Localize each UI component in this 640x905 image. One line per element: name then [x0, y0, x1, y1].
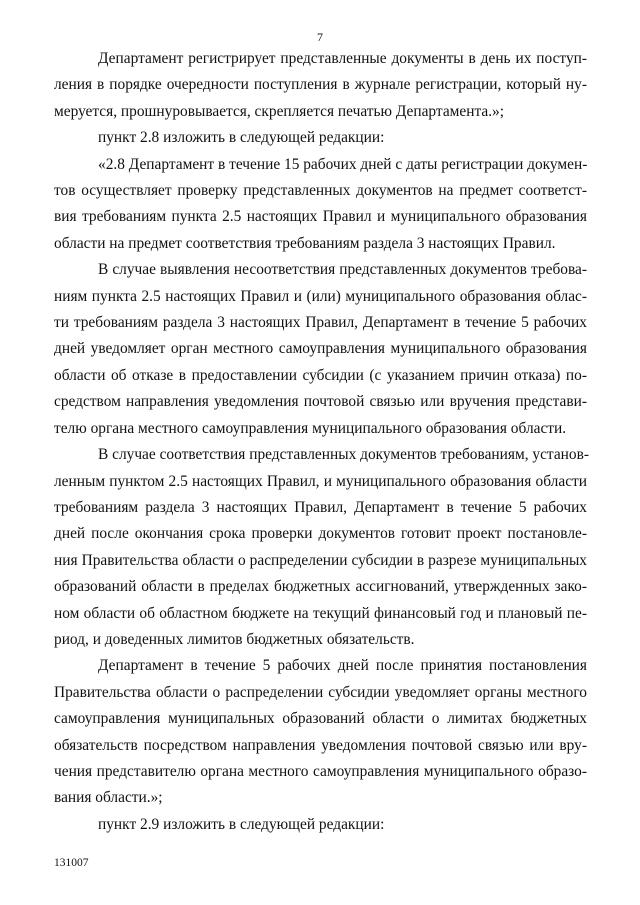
footer-document-code: 131007: [54, 857, 89, 869]
text-line: риод, и доведенных лимитов бюджетных обязательств.: [54, 630, 415, 648]
text-line: самоуправления муниципальных образований области о лимитах бюджетных: [54, 710, 587, 728]
text-line: Департамент в течение 5 рабочих дней после принятия постановления: [98, 657, 587, 675]
text-line: вия требованиям пункта 2.5 настоящих Правил и муниципального образования: [54, 208, 587, 226]
text-line: дней уведомляет орган местного самоуправления муниципального образования: [54, 340, 587, 358]
paragraph-compliance: [54, 442, 587, 653]
text-line: чения представителю органа местного самоуправления муниципального образо-: [54, 762, 587, 780]
text-line: области об отказе в предоставлении субсидии (с указанием причин отказа) по-: [54, 366, 587, 384]
text-line: ленным пунктом 2.5 настоящих Правил, и муниципального образования области: [54, 472, 587, 490]
text-line: пункт 2.9 изложить в следующей редакции:: [98, 815, 385, 833]
paragraph-point-2-8: [54, 152, 587, 258]
text-line: ниям пункта 2.5 настоящих Правил и (или) муниципального образования облас-: [54, 287, 587, 305]
paragraph-notification: [54, 653, 587, 811]
page-number: 7: [317, 30, 323, 44]
paragraph-noncompliance: [54, 257, 587, 442]
text-line: ном области об областном бюджете на текущий финансовый год и плановый пе-: [54, 604, 587, 622]
paragraph-point-2-8-intro: [54, 125, 587, 151]
text-line: дней после окончания срока проверки документов готовит проект постановле-: [54, 525, 587, 543]
text-line: Правительства области о распределении субсидии уведомляет органы местного: [54, 683, 587, 701]
text-line: В случае выявления несоответствия представленных документов требова-: [98, 261, 587, 279]
text-line: «2.8 Департамент в течение 15 рабочих дней с даты регистрации докумен-: [98, 155, 588, 173]
text-line: меруется, прошнуровывается, скрепляется печатью Департамента.»;: [54, 102, 505, 120]
text-line: ния Правительства области о распределении субсидии в разрезе муниципальных: [54, 551, 587, 569]
text-line: ления в порядке очередности поступления в журнале регистрации, который ну-: [54, 76, 587, 94]
text-line: области на предмет соответствия требованиям раздела 3 настоящих Правил.: [54, 234, 556, 252]
text-line: вания области.»;: [54, 789, 163, 807]
text-line: ти требованиям раздела 3 настоящих Правил, Департамент в течение 5 рабочих: [54, 314, 587, 332]
paragraph-registration: [54, 46, 587, 125]
paragraph-point-2-9-intro: [54, 812, 587, 838]
text-line: В случае соответствия представленных документов требованиям, установ-: [98, 446, 589, 464]
text-line: Департамент регистрирует представленные документы в день их поступ-: [98, 50, 587, 67]
text-line: тов осуществляет проверку представленных документов на предмет соответст-: [54, 182, 587, 200]
text-line: средством направления уведомления почтовой связью или вручения представи-: [54, 393, 587, 411]
text-line: телю органа местного самоуправления муниципального образования области.: [54, 419, 567, 437]
text-line: требованиям раздела 3 настоящих Правил, Департамент в течение 5 рабочих: [54, 498, 587, 516]
document-body: [54, 46, 587, 838]
text-line: образований области в пределах бюджетных ассигнований, утвержденных зако-: [54, 578, 587, 596]
text-line: обязательств посредством направления уведомления почтовой связью или вру-: [54, 736, 587, 754]
text-line: пункт 2.8 изложить в следующей редакции:: [98, 129, 385, 147]
